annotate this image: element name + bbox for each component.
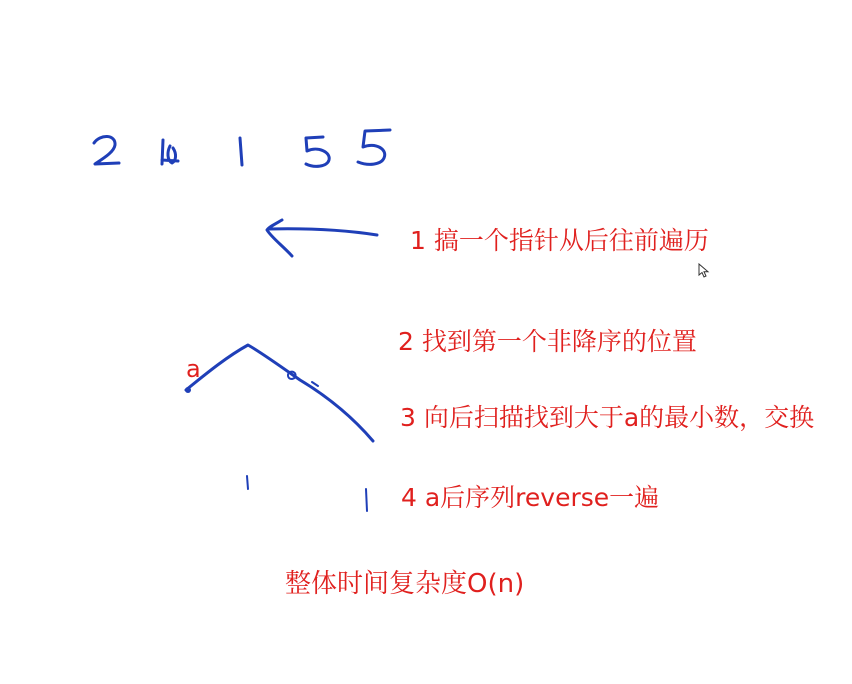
digit-5a [306, 137, 329, 166]
complexity-summary: 整体时间复杂度O(n) [285, 569, 525, 599]
digit-1 [240, 138, 242, 165]
step-1-note: 1 搞一个指针从后往前遍历 [410, 226, 709, 255]
digit-5b [358, 130, 390, 164]
peak-line [186, 345, 373, 441]
peak-diagram [185, 345, 373, 511]
digit-4 [162, 140, 178, 164]
step-2-note: 2 找到第一个非降序的位置 [398, 327, 697, 356]
tick-mark-right [366, 489, 367, 511]
tick-mark-left [247, 476, 248, 489]
mouse-pointer-icon [698, 263, 710, 279]
point-a-dot [185, 387, 191, 393]
digit-2 [94, 136, 119, 164]
step-4-note: 4 a后序列reverse一遍 [401, 483, 660, 512]
left-arrow [267, 220, 377, 256]
point-a-label: a [186, 355, 201, 383]
swap-mark-tick [312, 382, 318, 386]
step-3-note: 3 向后扫描找到大于a的最小数，交换 [400, 403, 815, 432]
handwritten-sequence [94, 130, 390, 166]
